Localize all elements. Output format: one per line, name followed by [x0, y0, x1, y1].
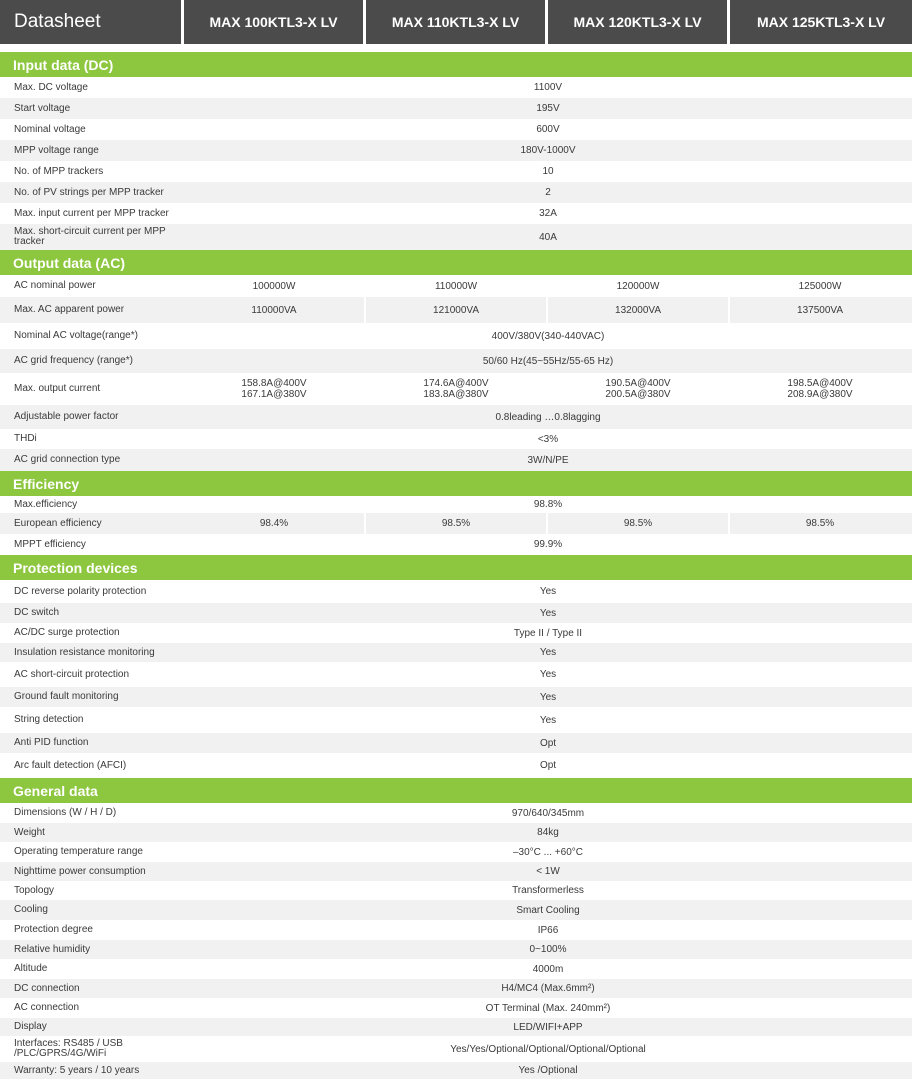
spec-label: Adjustable power factor [14, 411, 119, 422]
spec-label: Start voltage [14, 102, 71, 114]
spec-label: DC reverse polarity protection [14, 585, 147, 597]
spec-value: Yes [539, 586, 557, 597]
spec-label: Anti PID function [14, 737, 89, 748]
spec-row [0, 513, 912, 534]
spec-values [184, 373, 912, 405]
spec-value: 1100V [533, 82, 563, 93]
spec-value: 970/640/345mm [511, 807, 585, 819]
spec-table [0, 52, 912, 1079]
spec-row [0, 643, 912, 662]
spec-value [366, 373, 548, 405]
spec-row [0, 275, 912, 297]
spec-label: No. of MPP trackers [14, 165, 104, 177]
spec-row [0, 297, 912, 323]
spec-row [0, 429, 912, 449]
spec-label: Nighttime power consumption [14, 865, 146, 877]
spec-row [0, 623, 912, 643]
spec-row [0, 98, 912, 119]
spec-value: 2 [545, 187, 551, 198]
spec-label: AC nominal power [14, 280, 96, 291]
spec-label: Topology [14, 884, 55, 896]
spec-label: Max. short-circuit current per MPP tracker [14, 226, 166, 247]
spec-value: 98.4% [184, 513, 366, 534]
spec-label: Ground fault monitoring [14, 691, 119, 702]
spec-value: OT Terminal (Max. 240mm²) [485, 1002, 611, 1014]
spec-label: Weight [14, 826, 45, 838]
spec-value: Opt [539, 760, 557, 771]
spec-value-lines [241, 378, 306, 400]
spec-row [0, 920, 912, 940]
spec-value: 4000m [532, 963, 564, 975]
spec-label: String detection [14, 714, 84, 725]
spec-value: 180V-1000V [520, 145, 576, 156]
spec-label: Warranty: 5 years / 10 years [14, 1064, 140, 1076]
spec-row [0, 823, 912, 842]
spec-label: Insulation resistance monitoring [14, 646, 155, 658]
spec-row [0, 1062, 912, 1079]
spec-value: Yes [539, 647, 557, 658]
spec-label: Max. output current [14, 383, 101, 394]
spec-value: Type II / Type II [513, 627, 583, 639]
spec-row [0, 349, 912, 373]
spec-value: 98.8% [533, 499, 563, 510]
section-heading: General data [0, 778, 912, 803]
spec-value: 99.9% [533, 539, 563, 550]
spec-row [0, 687, 912, 707]
model-heading: MAX 125KTL3-X LV [756, 14, 886, 30]
spec-value: 600V [536, 124, 560, 135]
spec-row [0, 373, 912, 405]
spec-row [0, 224, 912, 250]
spec-values [184, 297, 912, 323]
spec-value: 195V [536, 103, 560, 114]
spec-row [0, 707, 912, 733]
spec-value: 110000W [366, 275, 548, 297]
spec-value-line: 208.9A@380V [787, 389, 853, 400]
spec-row [0, 580, 912, 603]
datasheet-title: Datasheet [0, 0, 184, 44]
spec-value-line: 183.8A@380V [423, 389, 489, 400]
spec-value-lines [787, 378, 852, 400]
spec-row [0, 1036, 912, 1062]
spec-value-lines [423, 378, 488, 400]
spec-row [0, 77, 912, 98]
spec-row [0, 842, 912, 862]
spec-value: 98.5% [548, 513, 730, 534]
spec-row [0, 496, 912, 513]
section-heading: Protection devices [0, 555, 912, 580]
spec-value: < 1W [536, 866, 560, 877]
spec-label: AC grid frequency (range*) [14, 355, 133, 366]
spec-value: IP66 [537, 924, 559, 936]
spec-label: Nominal AC voltage(range*) [14, 330, 138, 341]
spec-label: AC connection [14, 1002, 80, 1013]
spec-label: MPP voltage range [14, 144, 99, 156]
section-heading: Output data (AC) [0, 250, 912, 275]
spec-value: Yes [539, 691, 557, 703]
spec-value: <3% [537, 433, 559, 445]
spec-row [0, 140, 912, 161]
spec-label: Protection degree [14, 924, 93, 935]
spec-label: DC switch [14, 607, 60, 618]
spec-value: Yes [539, 607, 557, 619]
spec-value: 120000W [548, 275, 730, 297]
spec-row [0, 203, 912, 224]
datasheet-header [0, 0, 912, 44]
spec-label: Max. input current per MPP tracker [14, 207, 169, 219]
spec-value: 98.5% [805, 518, 835, 529]
spec-label: Altitude [14, 963, 48, 974]
spec-value [730, 373, 910, 405]
spec-label: Relative humidity [14, 943, 91, 955]
spec-label: Max.efficiency [14, 498, 78, 510]
spec-label: AC/DC surge protection [14, 627, 120, 638]
spec-row [0, 940, 912, 959]
spec-value-line: 167.1A@380V [241, 389, 307, 400]
spec-row [0, 979, 912, 998]
section-heading: Efficiency [0, 471, 912, 496]
spec-value: 110000VA [184, 297, 366, 323]
spec-value: Opt [539, 737, 557, 749]
spec-values [184, 513, 912, 534]
spec-label: Nominal voltage [14, 123, 86, 135]
spec-value: Yes/Yes/Optional/Optional/Optional/Optional [450, 1043, 646, 1055]
section-heading: Input data (DC) [0, 52, 912, 77]
spec-value: 100000W [184, 275, 366, 297]
spec-value: 84kg [537, 827, 559, 838]
spec-label: Display [14, 1021, 47, 1032]
spec-value: 40A [539, 231, 557, 243]
spec-value-line: 190.5A@400V [605, 378, 671, 389]
spec-value: 400V/380V(340-440VAC) [491, 330, 605, 342]
spec-label: European efficiency [14, 517, 102, 529]
spec-row [0, 803, 912, 823]
spec-value: 137500VA [797, 304, 843, 316]
spec-value: Yes [539, 714, 557, 726]
spec-value [548, 373, 730, 405]
spec-row [0, 1018, 912, 1036]
spec-label: AC grid connection type [14, 454, 121, 465]
spec-values [184, 275, 912, 297]
spec-row [0, 323, 912, 349]
spec-value-line: 200.5A@380V [605, 389, 671, 400]
spec-row [0, 998, 912, 1018]
spec-row [0, 182, 912, 203]
spec-value: Yes [539, 669, 557, 680]
spec-row [0, 959, 912, 979]
spec-value-line: 174.6A@400V [423, 378, 489, 389]
spec-label: DC connection [14, 982, 80, 994]
spec-value: 50/60 Hz(45~55Hz/55-65 Hz) [482, 355, 614, 367]
spec-value: 98.5% [366, 513, 548, 534]
spec-row [0, 405, 912, 429]
spec-label: AC short-circuit protection [14, 668, 130, 680]
spec-value: 10 [542, 166, 554, 177]
spec-value: Yes /Optional [518, 1065, 578, 1076]
spec-label: Operating temperature range [14, 846, 143, 857]
spec-row [0, 161, 912, 182]
spec-label: Max. AC apparent power [14, 304, 125, 315]
model-heading: MAX 100KTL3-X LV [184, 0, 366, 44]
spec-value: 3W/N/PE [527, 454, 569, 466]
spec-row [0, 900, 912, 920]
spec-value-line: 198.5A@400V [787, 378, 853, 389]
spec-label: Cooling [14, 904, 48, 915]
spec-value: 132000VA [548, 297, 730, 323]
spec-row [0, 449, 912, 471]
model-heading: MAX 110KTL3-X LV [366, 0, 548, 44]
spec-value: H4/MC4 (Max.6mm²) [501, 983, 595, 994]
spec-row [0, 119, 912, 140]
spec-row [0, 662, 912, 687]
spec-label: Max. DC voltage [14, 81, 88, 93]
spec-value: 0~100% [529, 944, 567, 955]
spec-label: No. of PV strings per MPP tracker [14, 186, 164, 198]
spec-row [0, 881, 912, 900]
spec-value: 0.8leading …0.8lagging [495, 411, 601, 423]
spec-row [0, 603, 912, 623]
spec-value: –30°C ... +60°C [513, 846, 583, 858]
spec-row [0, 534, 912, 555]
spec-label: Dimensions (W / H / D) [14, 807, 117, 818]
spec-value-line: 158.8A@400V [241, 378, 307, 389]
spec-value: 32A [539, 208, 557, 219]
spec-label: MPPT efficiency [14, 538, 86, 550]
spec-value-lines [605, 378, 670, 400]
spec-label: THDi [14, 433, 37, 444]
spec-value: Smart Cooling [516, 904, 580, 916]
spec-value [184, 373, 366, 405]
spec-label: Arc fault detection (AFCI) [14, 759, 127, 771]
model-heading: MAX 120KTL3-X LV [548, 0, 730, 44]
spec-value: 125000W [798, 280, 842, 292]
spec-value: LED/WIFI+APP [513, 1021, 583, 1033]
spec-row [0, 862, 912, 881]
spec-label: Interfaces: RS485 / USB /PLC/GPRS/4G/WiFi [14, 1038, 123, 1059]
spec-row [0, 733, 912, 753]
spec-row [0, 753, 912, 778]
spec-value: 121000VA [366, 297, 548, 323]
spec-value: Transformerless [512, 885, 584, 896]
